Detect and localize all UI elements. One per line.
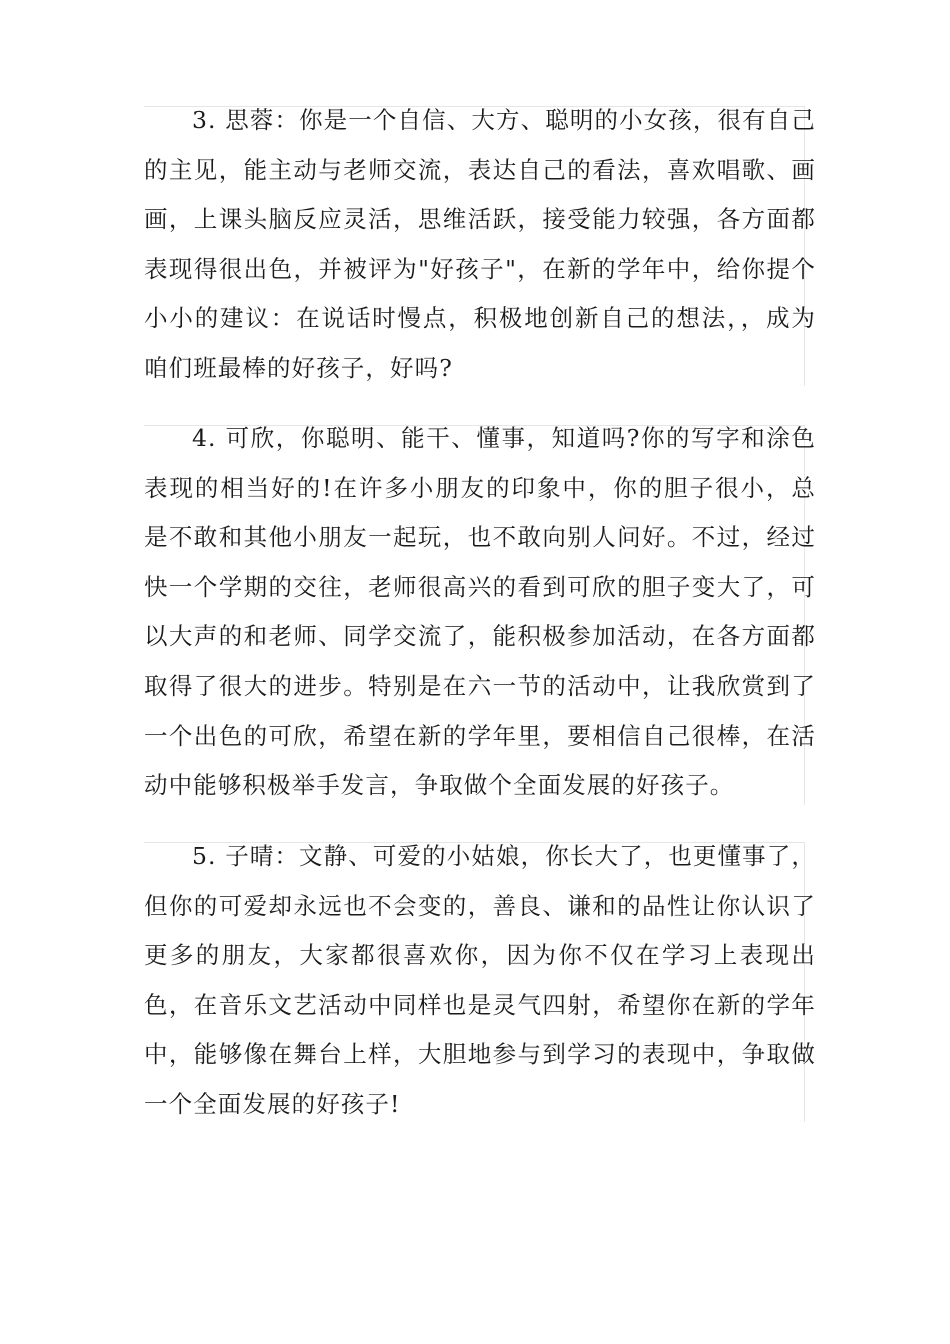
- paragraph-3: 3. 思蓉：你是一个自信、大方、聪明的小女孩，很有自己的主见，能主动与老师交流，表达自己的看法，喜欢唱歌、画画，上课头脑反应灵活，思维活跃，接受能力较强，各方面都表现得很出色，并被评为"好孩子"，在新的学年中，给你提个小小的建议：在说话时慢点，积极地创新自己的想法，，成为咱们班最棒的好孩子，好吗?: [144, 106, 816, 382]
- paragraph-5: 5. 子晴：文静、可爱的小姑娘，你长大了，也更懂事了，但你的可爱却永远也不会变的，善良、谦和的品性让你认识了更多的朋友，大家都很喜欢你，因为你不仅在学习上表现出色，在音乐文艺活动中同样也是灵气四射，希望你在新的学年中，能够像在舞台上样，大胆地参与到学习的表现中，争取做一个全面发展的好孩子!: [144, 842, 816, 1118]
- paragraph-4: 4. 可欣，你聪明、能干、懂事，知道吗?你的写字和涂色表现的相当好的!在许多小朋友的印象中，你的胆子很小，总是不敢和其他小朋友一起玩，也不敢向别人问好。不过，经过快一个学期的交往，老师很高兴的看到可欣的胆子变大了，可以大声的和老师、同学交流了，能积极参加活动，在各方面都取得了很大的进步。特别是在六一节的活动中，让我欣赏到了一个出色的可欣，希望在新的学年里，要相信自己很棒，在活动中能够积极举手发言，争取做个全面发展的好孩子。: [144, 424, 816, 800]
